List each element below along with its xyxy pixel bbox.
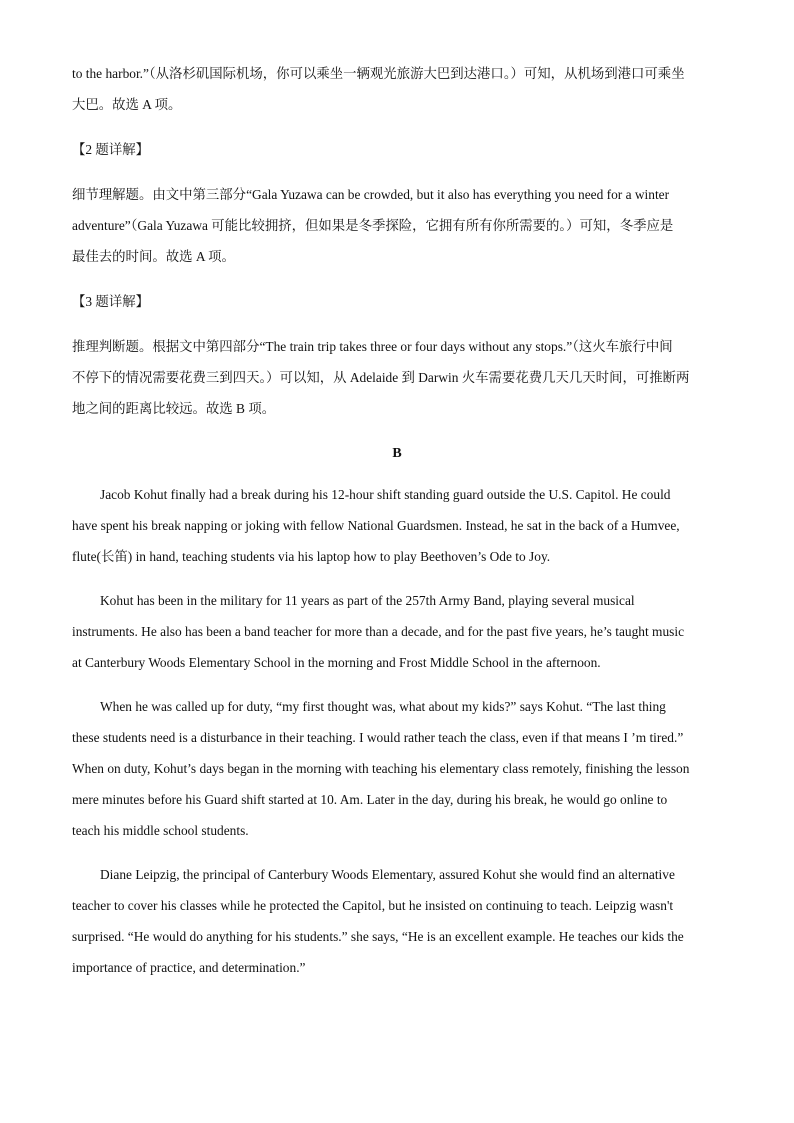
text-line: Kohut has been in the military for 11 years as part of the 257th Army Band, playing several musical	[100, 593, 635, 608]
text-line: at Canterbury Woods Elementary School in the morning and Frost Middle School in the afternoon.	[72, 655, 601, 670]
paragraph-2	[72, 585, 722, 678]
q3-heading: 【3 题详解】	[72, 294, 149, 309]
text-line: mere minutes before his Guard shift started at 10. Am. Later in the day, during his break, he would go online to	[72, 792, 668, 807]
answer-block-1	[72, 58, 722, 120]
text-line: these students need is a disturbance in their teaching. I would rather teach the class, even if that means I ’m tired.”	[72, 730, 684, 745]
paragraph-1	[72, 479, 722, 572]
section-b-title: B	[392, 446, 402, 461]
q2-explanation	[72, 179, 722, 272]
text-line: When on duty, Kohut’s days began in the morning with teaching his elementary class remotely, finishing the lesson	[72, 761, 690, 776]
text-line: teach his middle school students.	[72, 823, 249, 838]
text-line: flute(长笛) in hand, teaching students via his laptop how to play Beethoven’s Ode to Joy.	[72, 549, 551, 564]
text-line: 大巴。故选 A 项。	[72, 97, 182, 112]
text-line: 不停下的情况需要花费三到四天。）可以知，从 Adelaide 到 Darwin 火车需要花费几天几天时间，可推断两	[72, 370, 690, 385]
text-line: to the harbor.”（从洛杉矶国际机场，你可以乘坐一辆观光旅游大巴到达港口。）可知，从机场到港口可乘坐	[72, 66, 685, 81]
text-line: Jacob Kohut finally had a break during his 12-hour shift standing guard outside the U.S. Capitol. He could	[100, 487, 671, 502]
paragraph-3	[72, 691, 722, 846]
q2-heading: 【2 题详解】	[72, 142, 149, 157]
text-line: 地之间的距离比较远。故选 B 项。	[72, 401, 276, 416]
text-line: 细节理解题。由文中第三部分“Gala Yuzawa can be crowded, but it also has everything you need for a winter	[72, 187, 670, 202]
paragraph-4	[72, 859, 722, 983]
text-line: teacher to cover his classes while he protected the Capitol, but he insisted on continuing to teach. Leipzig wasn't	[72, 898, 674, 913]
text-line: have spent his break napping or joking with fellow National Guardsmen. Instead, he sat in the back of a Humvee,	[72, 518, 680, 533]
q3-explanation	[72, 331, 722, 424]
document-page	[72, 58, 722, 996]
text-line: instruments. He also has been a band teacher for more than a decade, and for the past five years, he’s taught music	[72, 624, 685, 639]
text-line: surprised. “He would do anything for his students.” she says, “He is an excellent example. He teaches our kids the	[72, 929, 684, 944]
text-line: 推理判断题。根据文中第四部分“The train trip takes three or four days without any stops.”（这火车旅行中间	[72, 339, 673, 354]
text-line: adventure”（Gala Yuzawa 可能比较拥挤，但如果是冬季探险，它拥有所有你所需要的。）可知，冬季应是	[72, 218, 674, 233]
text-line: When he was called up for duty, “my first thought was, what about my kids?” says Kohut. “The last thing	[100, 699, 666, 714]
text-line: importance of practice, and determination.”	[72, 960, 306, 975]
text-line: Diane Leipzig, the principal of Canterbury Woods Elementary, assured Kohut she would find an alternative	[100, 867, 675, 882]
text-line: 最佳去的时间。故选 A 项。	[72, 249, 235, 264]
